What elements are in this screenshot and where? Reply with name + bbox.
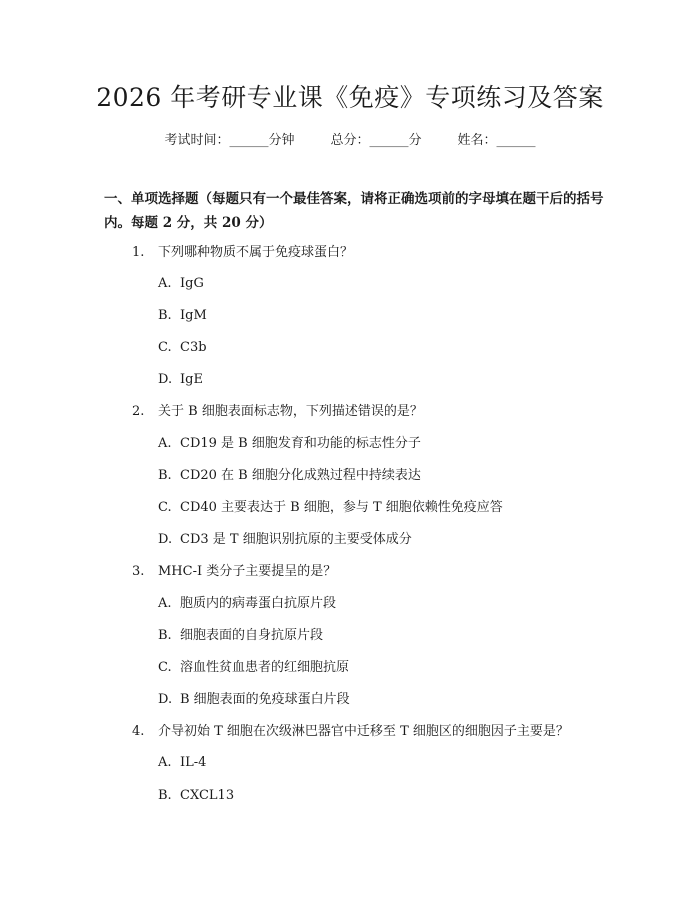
option-text: IgE [180, 372, 203, 387]
total-score-label: 总分：______分 [330, 133, 422, 148]
page-title: 2026 年考研专业课《免疫》专项练习及答案 [96, 83, 604, 112]
option-text: B 细胞表面的免疫球蛋白片段 [180, 692, 350, 707]
question-1 [132, 243, 353, 263]
section-heading: 一、单项选择题（每题只有一个最佳答案，请将正确选项前的字母填在题干后的括号内。每题 2 分，共 20 分） [104, 191, 604, 231]
exam-meta [0, 131, 700, 151]
question-2-option-c [158, 498, 503, 518]
option-text: IgM [180, 308, 207, 323]
option-letter: B. [158, 308, 172, 323]
question-number: 2. [132, 404, 145, 419]
option-text: IL-4 [180, 755, 207, 770]
question-3-option-a [158, 594, 336, 614]
option-letter: A. [158, 596, 172, 611]
option-letter: C. [158, 500, 172, 515]
option-text: CD3 是 T 细胞识别抗原的主要受体成分 [180, 532, 412, 547]
question-number: 3. [132, 564, 145, 579]
question-4 [132, 722, 569, 742]
option-text: CXCL13 [180, 788, 235, 803]
option-letter: D. [158, 372, 173, 387]
option-text: CD40 主要表达于 B 细胞，参与 T 细胞依赖性免疫应答 [180, 500, 503, 515]
question-2 [132, 402, 423, 422]
question-4-option-a [158, 753, 206, 773]
option-letter: A. [158, 276, 172, 291]
option-text: 细胞表面的自身抗原片段 [180, 628, 324, 643]
question-3-option-c [158, 658, 349, 678]
option-letter: B. [158, 788, 172, 803]
question-1-option-a [158, 274, 204, 294]
option-letter: B. [158, 468, 172, 483]
question-number: 1. [132, 245, 145, 260]
option-text: C3b [180, 340, 207, 355]
option-letter: A. [158, 755, 172, 770]
option-letter: B. [158, 628, 172, 643]
option-text: 溶血性贫血患者的红细胞抗原 [180, 660, 350, 675]
question-text: 下列哪种物质不属于免疫球蛋白？ [158, 245, 354, 260]
question-2-option-a [158, 434, 421, 454]
question-2-option-b [158, 466, 421, 486]
question-4-option-b [158, 786, 234, 806]
exam-time-label: 考试时间：______分钟 [164, 133, 295, 148]
question-1-option-c [158, 338, 207, 358]
question-number: 4. [132, 724, 145, 739]
option-letter: C. [158, 340, 172, 355]
name-label: 姓名：______ [457, 133, 536, 148]
option-letter: D. [158, 532, 173, 547]
question-text: 关于 B 细胞表面标志物，下列描述错误的是？ [158, 404, 423, 419]
question-1-option-d [158, 370, 203, 390]
option-text: 胞质内的病毒蛋白抗原片段 [180, 596, 337, 611]
option-text: CD20 在 B 细胞分化成熟过程中持续表达 [180, 468, 421, 483]
option-text: CD19 是 B 细胞发育和功能的标志性分子 [180, 436, 421, 451]
option-letter: A. [158, 436, 172, 451]
option-text: IgG [180, 276, 204, 291]
question-2-option-d [158, 530, 412, 550]
question-3-option-b [158, 626, 323, 646]
option-letter: D. [158, 692, 173, 707]
question-3 [132, 562, 336, 582]
question-3-option-d [158, 690, 350, 710]
question-text: MHC-I 类分子主要提呈的是？ [158, 564, 337, 579]
question-1-option-b [158, 306, 207, 326]
question-text: 介导初始 T 细胞在次级淋巴器官中迁移至 T 细胞区的细胞因子主要是？ [158, 724, 569, 739]
option-letter: C. [158, 660, 172, 675]
